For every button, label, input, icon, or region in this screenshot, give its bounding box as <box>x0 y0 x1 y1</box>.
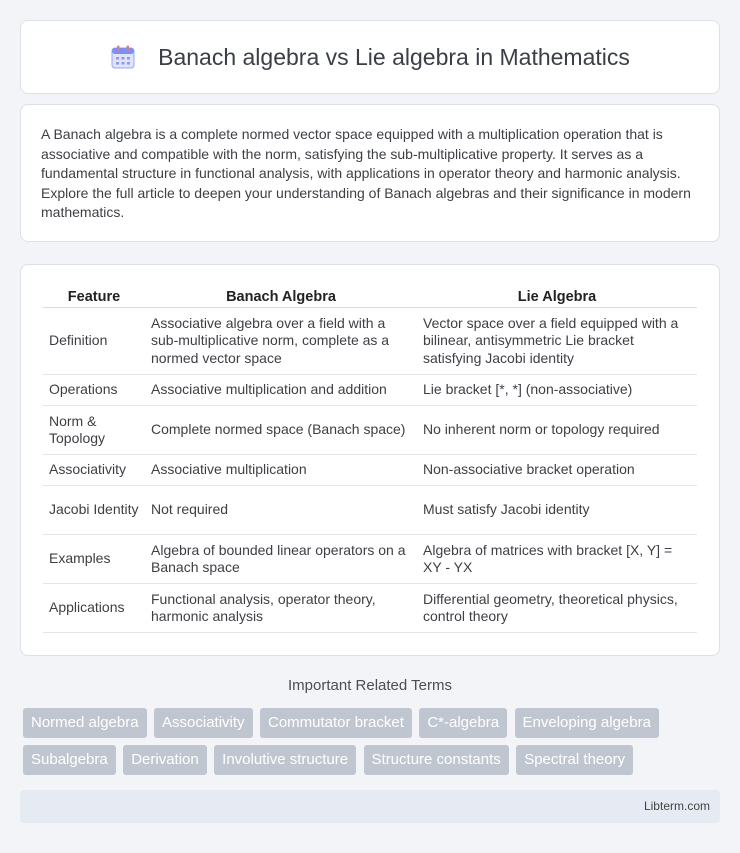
table-row <box>43 375 697 406</box>
table-cell: Applications <box>43 584 145 633</box>
column-header: Feature <box>43 285 145 308</box>
intro-card <box>20 104 720 242</box>
related-term-tag[interactable]: Spectral theory <box>516 745 633 775</box>
related-term-tag[interactable]: Subalgebra <box>23 745 116 775</box>
table-cell: Functional analysis, operator theory, harmonic analysis <box>145 584 417 633</box>
footer-site-link[interactable]: Libterm.com <box>643 799 710 813</box>
table-cell: Lie bracket [*, *] (non-associative) <box>417 375 697 406</box>
table-cell: Vector space over a field equipped with a bilinear, antisymmetric Lie bracket satisfying Jacobi identity <box>417 308 697 375</box>
table-cell: Definition <box>43 308 145 375</box>
related-term-tag[interactable]: Associativity <box>154 708 253 738</box>
related-term-tag[interactable]: Enveloping algebra <box>515 708 659 738</box>
comparison-card <box>20 264 720 656</box>
table-row <box>43 308 697 375</box>
table-cell: Algebra of matrices with bracket [X, Y] = XY - YX <box>417 535 697 584</box>
related-terms-list <box>23 708 723 782</box>
related-terms-title: Important Related Terms <box>288 677 452 694</box>
table-cell: Associative multiplication and addition <box>145 375 417 406</box>
table-cell: Must satisfy Jacobi identity <box>417 486 697 535</box>
table-header-row <box>43 285 697 308</box>
table-row <box>43 535 697 584</box>
table-row <box>43 584 697 633</box>
table-cell: Complete normed space (Banach space) <box>145 406 417 455</box>
table-row <box>43 486 697 535</box>
related-term-tag[interactable]: Commutator bracket <box>260 708 412 738</box>
table-cell: Jacobi Identity <box>43 486 145 535</box>
table-row <box>43 406 697 455</box>
related-term-tag[interactable]: Derivation <box>123 745 207 775</box>
related-term-tag[interactable]: Structure constants <box>364 745 509 775</box>
table-cell: Norm & Topology <box>43 406 145 455</box>
table-cell: Associative multiplication <box>145 455 417 486</box>
comparison-table <box>43 285 697 633</box>
table-cell: Not required <box>145 486 417 535</box>
table-cell: Differential geometry, theoretical physics, control theory <box>417 584 697 633</box>
related-term-tag[interactable]: Normed algebra <box>23 708 147 738</box>
column-header: Lie Algebra <box>417 285 697 308</box>
table-cell: Associative algebra over a field with a sub-multiplicative norm, complete as a normed vector space <box>145 308 417 375</box>
footer <box>20 790 720 823</box>
table-cell: Examples <box>43 535 145 584</box>
table-cell: Algebra of bounded linear operators on a Banach space <box>145 535 417 584</box>
column-header: Banach Algebra <box>145 285 417 308</box>
page-title: Banach algebra vs Lie algebra in Mathematics <box>158 43 630 70</box>
related-term-tag[interactable]: C*-algebra <box>419 708 507 738</box>
related-term-tag[interactable]: Involutive structure <box>214 745 356 775</box>
calendar-icon <box>110 44 136 70</box>
table-row <box>43 455 697 486</box>
table-cell: Operations <box>43 375 145 406</box>
table-cell: No inherent norm or topology required <box>417 406 697 455</box>
table-cell: Associativity <box>43 455 145 486</box>
title-card <box>20 20 720 94</box>
intro-text: A Banach algebra is a complete normed vector space equipped with a multiplication operation that is associative and compatible with the norm, satisfying the sub-multiplicative property. It serves as a fundamental structure in functional analysis, with applications in operator theory and harmonic analysis. Explore the full article to deepen your understanding of Banach algebras and their significance in modern mathematics. <box>41 126 691 221</box>
table-cell: Non-associative bracket operation <box>417 455 697 486</box>
